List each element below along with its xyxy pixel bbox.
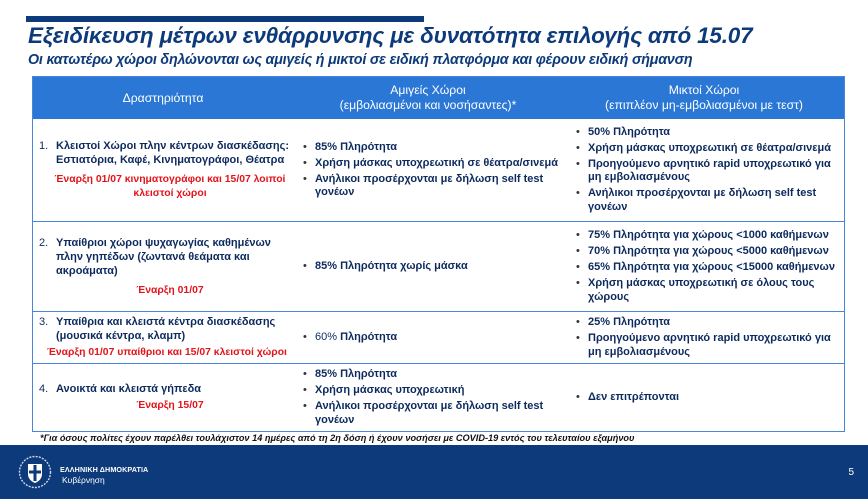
activity-cell [39,364,295,431]
list-item: • Χρήση μάσκας υποχρεωτική [301,384,569,398]
activity-text: Υπαίθριοι χώροι ψυχαγωγίας καθημένων πλην γηπέδων (ζωντανά θεάματα και ακροάματα) [56,236,271,277]
list-item: • Προηγούμενο αρνητικό rapid υποχρεωτικό για μη εμβολιασμένους [574,158,846,185]
page-subtitle: Οι κατωτέρω χώροι δηλώνονται ως αμιγείς ή μικτοί σε ειδική πλατφόρμα και φέρουν ειδική σήμανση [28,52,693,68]
column-header-mixed-spaces [563,77,845,119]
list-item: • Χρήση μάσκας υποχρεωτική σε θέατρα/σινεμά [301,157,569,171]
table-row [33,311,844,363]
list-item [301,331,569,345]
pure-spaces-cell [301,222,569,311]
greek-coat-of-arms-icon [18,455,52,489]
start-date: Έναρξη 01/07 κινηματογράφοι και 15/07 λοιποί κλειστοί χώροι [54,174,286,199]
start-date: Έναρξη 01/07 [136,284,204,296]
activity-cell [39,222,295,311]
org-department: Κυβέρνηση [62,475,105,485]
title-accent-bar [26,16,424,22]
list-item: • 25% Πληρότητα [574,316,846,330]
row-number: 2. [39,236,49,249]
mixed-spaces-cell [574,312,846,363]
row-number: 4. [39,383,49,395]
column-header-line: Δραστηριότητα [122,90,204,105]
table-row [33,221,844,311]
column-header-pure-spaces [293,77,563,119]
activity-cell [39,312,295,363]
page-number: 5 [848,467,854,478]
measures-table [32,76,845,432]
mixed-spaces-cell [574,119,846,221]
table-header [33,77,844,119]
list-item: • 70% Πληρότητα για χώρους <5000 καθήμενων [574,245,846,259]
mixed-spaces-cell [574,222,846,311]
org-name: ΕΛΛΗΝΙΚΗ ΔΗΜΟΚΡΑΤΙΑ [60,465,149,474]
list-item: • 85% Πληρότητα [301,141,569,155]
column-header-activity [33,77,293,119]
list-item-text: Πληρότητα [337,330,398,343]
activity-text: Κλειστοί Χώροι πλην κέντρων διασκέδασης: Εστιατόρια, Καφέ, Κινηματογράφοι, Θέατρα [56,140,290,166]
column-header-line: Μικτοί Χώροι [668,83,740,97]
footnote: *Για όσους πολίτες έχουν παρέλθει τουλάχιστον 14 ημέρες από τη 2η δόση ή έχουν νοσήσει με COVID-19 εντός του τελευταίου εξαμήνου [40,433,635,443]
start-date: Έναρξη 01/07 υπαίθριοι και 15/07 κλειστοί χώροι [47,347,287,358]
list-item: • 75% Πληρότητα για χώρους <1000 καθήμενων [574,229,846,243]
list-item: • Ανήλικοι προσέρχονται με δήλωση self test γονέων [301,173,569,200]
table-row [33,363,844,431]
list-item: • Ανήλικοι προσέρχονται με δήλωση self test γονέων [574,187,846,214]
column-header-subline: (επιπλέον μη-εμβολιασμένοι με τεστ) [605,98,803,112]
list-item: • Χρήση μάσκας υποχρεωτική σε θέατρα/σινεμά [574,142,846,156]
pure-spaces-cell [301,364,569,431]
list-item: • 85% Πληρότητα [301,368,569,382]
page-title: Εξειδίκευση μέτρων ενθάρρυνσης με δυνατότητα επιλογής από 15.07 [28,23,753,48]
percentage: 60% [315,330,338,343]
mixed-spaces-cell [574,364,846,431]
list-item: • 50% Πληρότητα [574,126,846,140]
row-number: 1. [39,140,49,152]
pure-spaces-cell [301,119,569,221]
activity-text: Ανοικτά και κλειστά γήπεδα [56,383,202,395]
column-header-line: Αμιγείς Χώροι [390,83,466,97]
activity-cell [39,119,295,221]
list-item: • 65% Πληρότητα για χώρους <15000 καθήμενων [574,261,846,275]
start-date: Έναρξη 15/07 [136,400,204,411]
row-number: 3. [39,316,49,328]
column-header-subline: (εμβολιασμένοι και νοσήσαντες)* [339,98,517,112]
footer [0,445,868,499]
pure-spaces-cell [301,312,569,363]
list-item: • Χρήση μάσκας υποχρεωτική σε όλους τους χώρους [574,277,846,304]
list-item: • Προηγούμενο αρνητικό rapid υποχρεωτικό για μη εμβολιασμένους [574,332,846,359]
activity-text: Υπαίθρια και κλειστά κέντρα διασκέδασης (μουσικά κέντρα, κλαμπ) [56,316,276,342]
list-item: • Δεν επιτρέπονται [574,391,846,405]
list-item: • Ανήλικοι προσέρχονται με δήλωση self test γονέων [301,400,569,427]
list-item: • 85% Πληρότητα χωρίς μάσκα [301,260,569,274]
table-row [33,119,844,221]
